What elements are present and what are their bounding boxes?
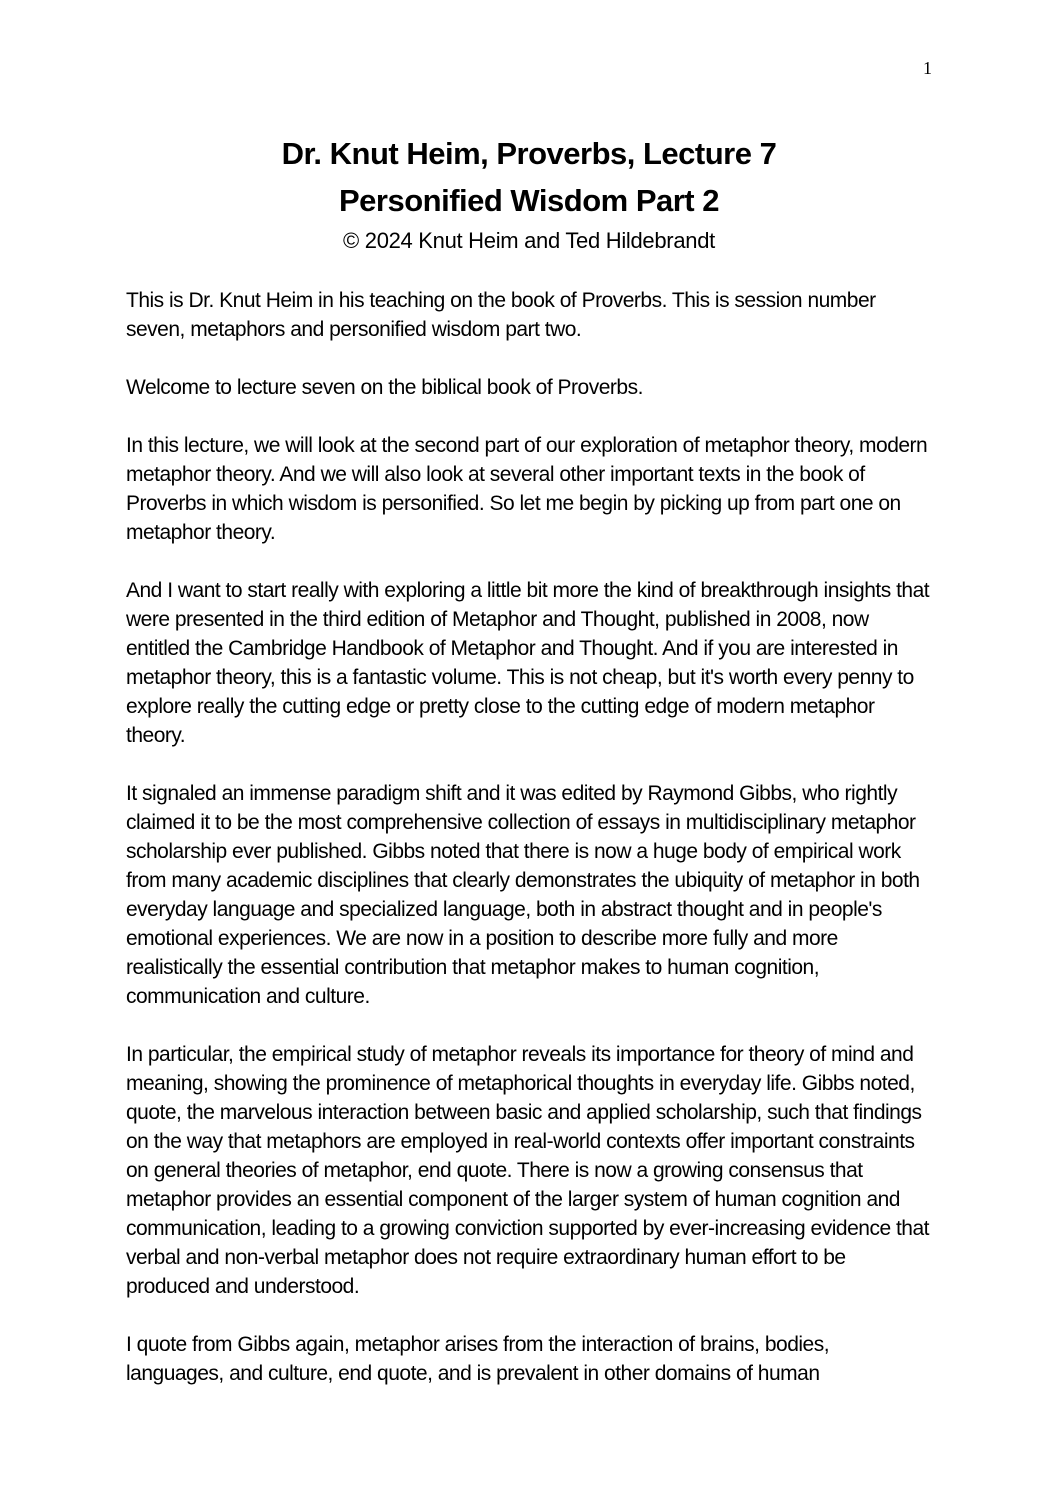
document-header — [126, 130, 932, 254]
document-body — [126, 286, 932, 1388]
page-number: 1 — [923, 58, 932, 78]
title-line-1: Dr. Knut Heim, Proverbs, Lecture 7 — [281, 136, 777, 171]
paragraph-3: In this lecture, we will look at the second part of our exploration of metaphor theory, modern metaphor theory. And we will also look at several other important texts in the book of Proverbs in which wisdom is personified. So let me begin by picking up from part one on metaphor theory. — [126, 434, 928, 544]
paragraph-7: I quote from Gibbs again, metaphor arises from the interaction of brains, bodies, languages, and culture, end quote, and is prevalent in other domains of human — [126, 1333, 830, 1385]
paragraph-5: It signaled an immense paradigm shift and it was edited by Raymond Gibbs, who rightly claimed it to be the most comprehensive collection of essays in multidisciplinary metaphor scholarship ever published. Gibbs noted that there is now a huge body of empirical work from many academic disciplines that clearly demonstrates the ubiquity of metaphor in both everyday language and specialized language, both in abstract thought and in people's emotional experiences. We are now in a position to describe more fully and more realistically the essential contribution that metaphor makes to human cognition, communication and culture. — [126, 782, 920, 1008]
paragraph-1: This is Dr. Knut Heim in his teaching on the book of Proverbs. This is session number seven, metaphors and personified wisdom part two. — [126, 289, 876, 341]
copyright-line: © 2024 Knut Heim and Ted Hildebrandt — [343, 228, 715, 253]
page-content — [126, 0, 932, 1388]
paragraph-4: And I want to start really with exploring a little bit more the kind of breakthrough insights that were presented in the third edition of Metaphor and Thought, published in 2008, now entitled the Cambridge Handbook of Metaphor and Thought. And if you are interested in metaphor theory, this is a fantastic volume. This is not cheap, but it's worth every penny to explore really the cutting edge or pretty close to the cutting edge of modern metaphor theory. — [126, 579, 930, 747]
paragraph-6: In particular, the empirical study of metaphor reveals its importance for theory of mind and meaning, showing the prominence of metaphorical thoughts in everyday life. Gibbs noted, quote, the marvelous interaction between basic and applied scholarship, such that findings on the way that metaphors are employed in real-world contexts offer important constraints on general theories of metaphor, end quote. There is now a growing consensus that metaphor provides an essential component of the larger system of human cognition and communication, leading to a growing conviction supported by ever-increasing evidence that verbal and non-verbal metaphor does not require extraordinary human effort to be produced and understood. — [126, 1043, 929, 1298]
paragraph-2: Welcome to lecture seven on the biblical book of Proverbs. — [126, 376, 643, 399]
document-title — [126, 130, 932, 224]
title-line-2: Personified Wisdom Part 2 — [339, 183, 719, 218]
